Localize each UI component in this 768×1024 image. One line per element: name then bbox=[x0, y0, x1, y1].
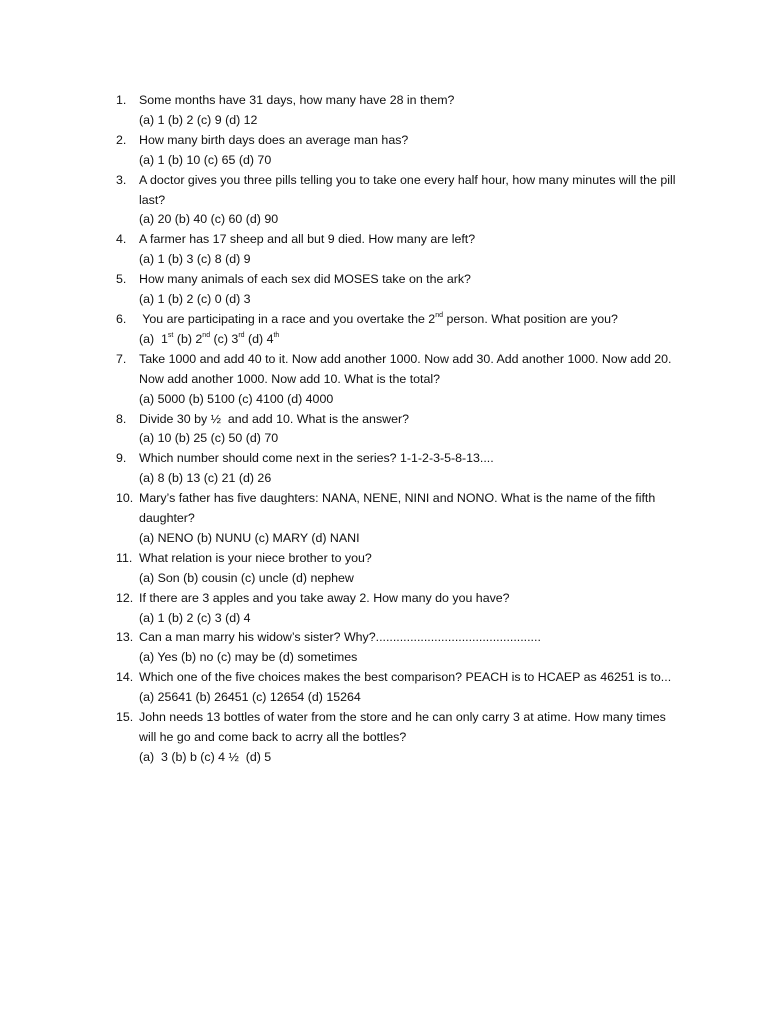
question-text bbox=[139, 628, 676, 648]
question-number: 13. bbox=[116, 630, 134, 645]
question-number: 7. bbox=[116, 351, 127, 366]
ordinal-suffix: nd bbox=[435, 311, 443, 319]
answer-options-part: (a) 5000 (b) 5100 (c) 4100 (d) 4000 bbox=[139, 391, 334, 406]
question-text-part: John needs 13 bottles of water from the store and he can only carry 3 at atime. How many times will he go and come back to acrry all the bottles? bbox=[139, 710, 666, 744]
answer-options bbox=[139, 330, 676, 350]
answer-options-part: (a) 3 (b) b (c) 4 ½ (d) 5 bbox=[139, 749, 272, 764]
question-number: 10. bbox=[116, 491, 134, 506]
question-item-13 bbox=[116, 628, 676, 668]
question-text bbox=[139, 131, 676, 151]
answer-options bbox=[139, 469, 676, 489]
question-item-9 bbox=[116, 449, 676, 489]
question-item-4 bbox=[116, 230, 676, 270]
question-item-1 bbox=[116, 91, 676, 131]
question-number: 8. bbox=[116, 411, 127, 426]
question-item-3 bbox=[116, 171, 676, 231]
answer-options-part: (a) 8 (b) 13 (c) 21 (d) 26 bbox=[139, 471, 272, 486]
question-text bbox=[139, 171, 676, 211]
answer-options-part: (a) 10 (b) 25 (c) 50 (d) 70 bbox=[139, 431, 279, 446]
question-text bbox=[139, 410, 676, 430]
ordinal-suffix: st bbox=[167, 331, 174, 339]
question-number: 4. bbox=[116, 232, 127, 247]
question-text-part: What relation is your niece brother to you? bbox=[139, 550, 372, 565]
answer-options bbox=[139, 290, 676, 310]
answer-options-part: (a) Son (b) cousin (c) uncle (d) nephew bbox=[139, 570, 354, 585]
question-text bbox=[139, 668, 676, 688]
answer-options-part: (a) 20 (b) 40 (c) 60 (d) 90 bbox=[139, 212, 279, 227]
answer-options-part: (a) 1 (b) 3 (c) 8 (d) 9 bbox=[139, 252, 251, 267]
question-text bbox=[139, 350, 676, 390]
answer-options bbox=[139, 609, 676, 629]
question-item-8 bbox=[116, 410, 676, 450]
question-item-11 bbox=[116, 549, 676, 589]
answer-options-part: (a) NENO (b) NUNU (c) MARY (d) NANI bbox=[139, 530, 360, 545]
question-text-part: How many animals of each sex did MOSES take on the ark? bbox=[139, 272, 471, 287]
answer-options-part: (b) 2 bbox=[173, 331, 203, 346]
answer-options-part: (a) 1 (b) 2 (c) 3 (d) 4 bbox=[139, 610, 251, 625]
question-item-6 bbox=[116, 310, 676, 350]
question-text bbox=[139, 91, 676, 111]
answer-options bbox=[139, 429, 676, 449]
question-number: 3. bbox=[116, 172, 127, 187]
answer-options bbox=[139, 390, 676, 410]
question-item-14 bbox=[116, 668, 676, 708]
answer-options-part: (a) Yes (b) no (c) may be (d) sometimes bbox=[139, 650, 358, 665]
answer-options-part: (a) 1 (b) 10 (c) 65 (d) 70 bbox=[139, 152, 272, 167]
question-text bbox=[139, 489, 676, 529]
answer-options bbox=[139, 569, 676, 589]
question-text bbox=[139, 230, 676, 250]
question-item-10 bbox=[116, 489, 676, 549]
question-text-part: Which number should come next in the series? 1-1-2-3-5-8-13.... bbox=[139, 451, 494, 466]
ordinal-suffix: rd bbox=[238, 331, 245, 339]
answer-options bbox=[139, 688, 676, 708]
answer-options bbox=[139, 210, 676, 230]
answer-options-part: (a) 1 bbox=[139, 331, 168, 346]
question-number: 14. bbox=[116, 670, 134, 685]
answer-options bbox=[139, 151, 676, 171]
question-text-part: You are participating in a race and you overtake the 2 bbox=[139, 311, 436, 326]
answer-options-part: (d) 4 bbox=[244, 331, 274, 346]
question-text-part: person. What position are you? bbox=[443, 311, 618, 326]
quiz-list bbox=[116, 91, 676, 768]
question-number: 1. bbox=[116, 93, 127, 107]
question-item-12 bbox=[116, 589, 676, 629]
ordinal-suffix: th bbox=[273, 331, 280, 339]
question-text-part: Which one of the five choices makes the best comparison? PEACH is to HCAEP as 46251 is to... bbox=[139, 670, 672, 685]
question-text bbox=[139, 270, 676, 290]
answer-options-part: (a) 1 (b) 2 (c) 9 (d) 12 bbox=[139, 112, 258, 127]
ordinal-suffix: nd bbox=[202, 331, 211, 339]
answer-options bbox=[139, 529, 676, 549]
question-text-part: Mary’s father has five daughters: NANA, NENE, NINI and NONO. What is the name of the fifth daughter? bbox=[139, 491, 656, 526]
question-text bbox=[139, 310, 676, 330]
question-number: 15. bbox=[116, 710, 134, 725]
answer-options-part: (a) 25641 (b) 26451 (c) 12654 (d) 15264 bbox=[139, 690, 361, 705]
question-text-part: Some months have 31 days, how many have 28 in them? bbox=[139, 93, 455, 107]
question-number: 2. bbox=[116, 132, 127, 147]
answer-options-part: (a) 1 (b) 2 (c) 0 (d) 3 bbox=[139, 292, 251, 307]
answer-options bbox=[139, 648, 676, 668]
question-text bbox=[139, 708, 676, 748]
question-item-2 bbox=[116, 131, 676, 171]
answer-options bbox=[139, 748, 676, 768]
question-text-part: Can a man marry his widow’s sister? Why?................................................ bbox=[139, 630, 541, 645]
answer-options bbox=[139, 250, 676, 270]
question-text-part: A farmer has 17 sheep and all but 9 died. How many are left? bbox=[139, 232, 476, 247]
question-text-part: A doctor gives you three pills telling you to take one every half hour, how many minutes will the pill last? bbox=[139, 172, 676, 207]
question-number: 5. bbox=[116, 272, 127, 287]
question-number: 11. bbox=[116, 550, 133, 565]
question-number: 9. bbox=[116, 451, 127, 466]
question-item-7 bbox=[116, 350, 676, 410]
question-text bbox=[139, 589, 676, 609]
question-text-part: If there are 3 apples and you take away 2. How many do you have? bbox=[139, 590, 510, 605]
question-text bbox=[139, 549, 676, 569]
question-text bbox=[139, 449, 676, 469]
answer-options-part: (c) 3 bbox=[210, 331, 239, 346]
question-text-part: How many birth days does an average man has? bbox=[139, 132, 409, 147]
question-number: 12. bbox=[116, 590, 134, 605]
question-item-15 bbox=[116, 708, 676, 768]
question-number: 6. bbox=[116, 311, 127, 326]
question-text-part: Divide 30 by ½ and add 10. What is the answer? bbox=[139, 411, 409, 426]
question-text-part: Take 1000 and add 40 to it. Now add another 1000. Now add 30. Add another 1000. Now add 20. Now add another 1000. Now add 10. What is the total? bbox=[139, 351, 672, 386]
answer-options bbox=[139, 111, 676, 131]
question-item-5 bbox=[116, 270, 676, 310]
